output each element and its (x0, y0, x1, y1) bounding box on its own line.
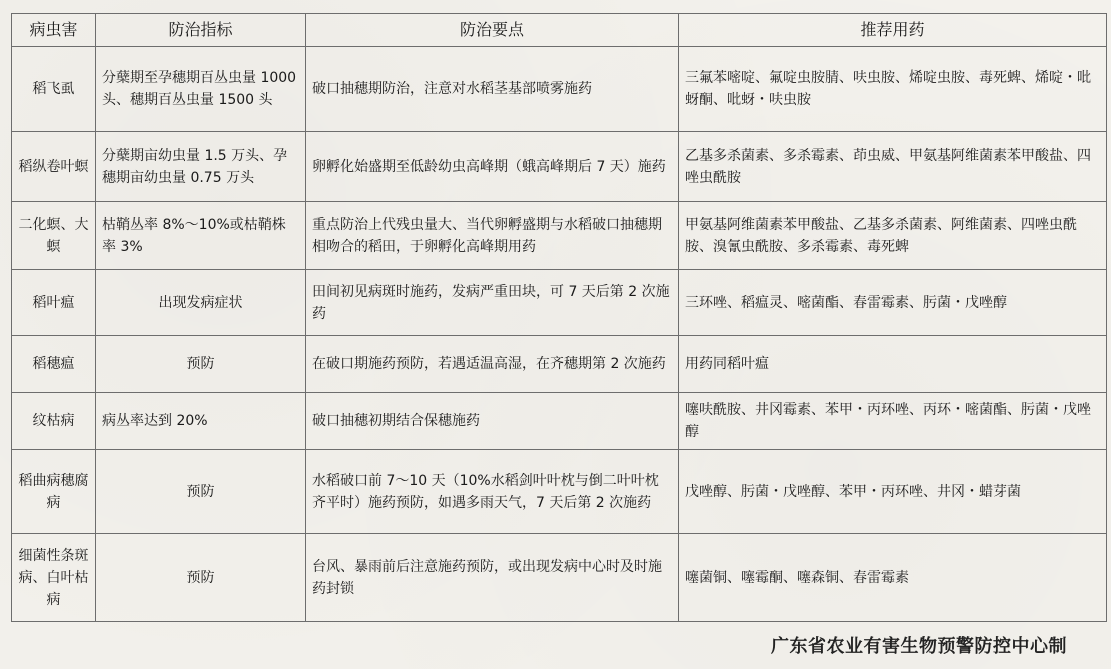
control-key-points: 田间初见病斑时施药，发病严重田块，可 7 天后第 2 次施药 (306, 270, 679, 336)
control-indicator: 预防 (96, 450, 306, 534)
table-row (12, 393, 1107, 450)
control-key-points: 破口抽穗初期结合保穗施药 (306, 393, 679, 450)
header-key-points: 防治要点 (306, 14, 679, 47)
pest-name: 稻飞虱 (12, 47, 96, 132)
control-key-points: 重点防治上代残虫量大、当代卵孵盛期与水稻破口抽穗期相吻合的稻田，于卵孵化高峰期用药 (306, 202, 679, 270)
control-indicator: 预防 (96, 534, 306, 622)
table-row (12, 202, 1107, 270)
control-key-points: 破口抽穗期防治，注意对水稻茎基部喷雾施药 (306, 47, 679, 132)
pest-name: 纹枯病 (12, 393, 96, 450)
pest-name: 稻穗瘟 (12, 336, 96, 393)
pest-control-table (11, 13, 1107, 622)
header-indicator: 防治指标 (96, 14, 306, 47)
control-indicator: 预防 (96, 336, 306, 393)
table-row (12, 270, 1107, 336)
control-indicator: 分蘖期亩幼虫量 1.5 万头、孕穗期亩幼虫量 0.75 万头 (96, 132, 306, 202)
pest-name: 稻叶瘟 (12, 270, 96, 336)
recommended-pesticides: 噻菌铜、噻霉酮、噻森铜、春雷霉素 (679, 534, 1107, 622)
pest-name: 稻纵卷叶螟 (12, 132, 96, 202)
recommended-pesticides: 用药同稻叶瘟 (679, 336, 1107, 393)
issuer-credit: 广东省农业有害生物预警防控中心制 (771, 636, 1067, 657)
table-row (12, 336, 1107, 393)
table-row (12, 450, 1107, 534)
control-key-points: 在破口期施药预防，若遇适温高湿，在齐穗期第 2 次施药 (306, 336, 679, 393)
table-row (12, 47, 1107, 132)
control-key-points: 水稻破口前 7～10 天（10%水稻剑叶叶枕与倒二叶叶枕齐平时）施药预防，如遇多雨天气，7 天后第 2 次施药 (306, 450, 679, 534)
table-row (12, 534, 1107, 622)
table-row (12, 132, 1107, 202)
table-header-row (12, 14, 1107, 47)
recommended-pesticides: 甲氨基阿维菌素苯甲酸盐、乙基多杀菌素、阿维菌素、四唑虫酰胺、溴氰虫酰胺、多杀霉素、毒死蜱 (679, 202, 1107, 270)
pest-name: 细菌性条斑病、白叶枯病 (12, 534, 96, 622)
recommended-pesticides: 三环唑、稻瘟灵、嘧菌酯、春雷霉素、肟菌・戊唑醇 (679, 270, 1107, 336)
header-pesticides: 推荐用药 (679, 14, 1107, 47)
control-indicator: 分蘖期至孕穗期百丛虫量 1000 头、穗期百丛虫量 1500 头 (96, 47, 306, 132)
control-indicator: 枯鞘丛率 8%～10%或枯鞘株率 3% (96, 202, 306, 270)
table-body (12, 47, 1107, 622)
control-indicator: 病丛率达到 20% (96, 393, 306, 450)
recommended-pesticides: 噻呋酰胺、井冈霉素、苯甲・丙环唑、丙环・嘧菌酯、肟菌・戊唑醇 (679, 393, 1107, 450)
recommended-pesticides: 戊唑醇、肟菌・戊唑醇、苯甲・丙环唑、井冈・蜡芽菌 (679, 450, 1107, 534)
pest-name: 二化螟、大螟 (12, 202, 96, 270)
control-indicator: 出现发病症状 (96, 270, 306, 336)
recommended-pesticides: 三氟苯嘧啶、氟啶虫胺腈、呋虫胺、烯啶虫胺、毒死蜱、烯啶・吡蚜酮、吡蚜・呋虫胺 (679, 47, 1107, 132)
control-key-points: 卵孵化始盛期至低龄幼虫高峰期（蛾高峰期后 7 天）施药 (306, 132, 679, 202)
header-pest: 病虫害 (12, 14, 96, 47)
recommended-pesticides: 乙基多杀菌素、多杀霉素、茚虫威、甲氨基阿维菌素苯甲酸盐、四唑虫酰胺 (679, 132, 1107, 202)
pest-name: 稻曲病穗腐病 (12, 450, 96, 534)
control-key-points: 台风、暴雨前后注意施药预防，或出现发病中心时及时施药封锁 (306, 534, 679, 622)
